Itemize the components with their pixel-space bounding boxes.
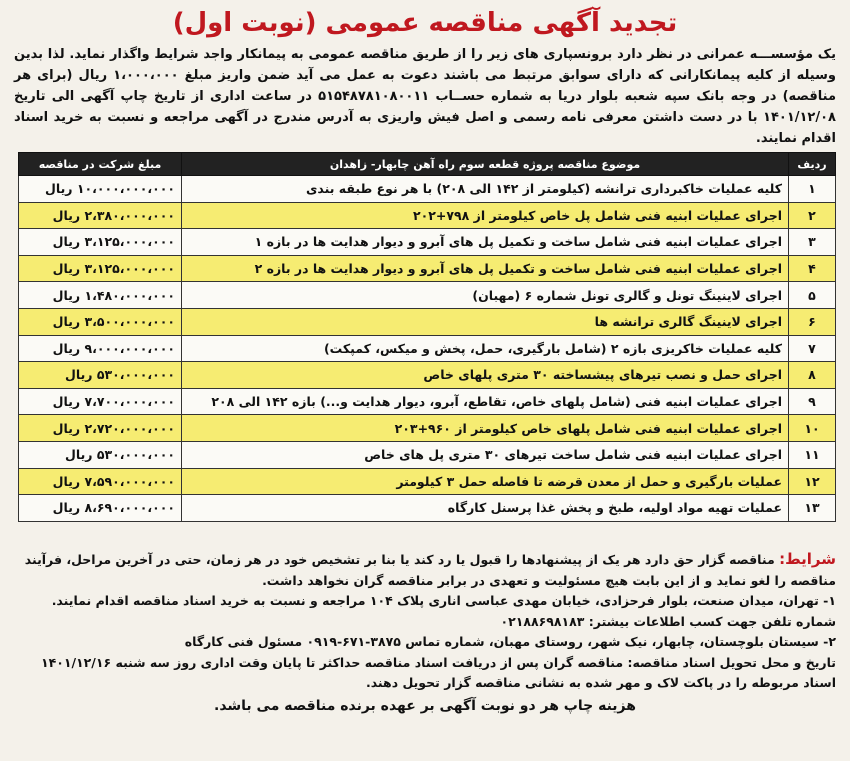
table-body	[19, 176, 836, 522]
header-amount: مبلغ شرکت در مناقصه	[19, 153, 182, 176]
table-row	[19, 255, 836, 282]
row-subject: عملیات تهیه مواد اولیه، طبخ و پخش غذا پرسنل کارگاه	[182, 495, 789, 522]
row-amount: ۷،۷۰۰،۰۰۰،۰۰۰ ریال	[19, 388, 182, 415]
row-subject: اجرای عملیات ابنیه فنی شامل پلهای خاص کیلومتر از ۹۶۰+۲۰۳	[182, 415, 789, 442]
row-amount: ۷،۵۹۰،۰۰۰،۰۰۰ ریال	[19, 468, 182, 495]
row-amount: ۸،۶۹۰،۰۰۰،۰۰۰ ریال	[19, 495, 182, 522]
table-row	[19, 308, 836, 335]
row-number: ۳	[789, 229, 836, 256]
row-subject: اجرای حمل و نصب تیرهای پیشساخته ۳۰ متری پلهای خاص	[182, 362, 789, 389]
row-subject: اجرای عملیات ابنیه فنی شامل ساخت تیرهای ۳۰ متری پل های خاص	[182, 441, 789, 468]
header-subject: موضوع مناقصه پروژه قطعه سوم راه آهن چابهار- زاهدان	[182, 153, 789, 176]
row-amount: ۳،۱۲۵،۰۰۰،۰۰۰ ریال	[19, 229, 182, 256]
row-amount: ۱۰،۰۰۰،۰۰۰،۰۰۰ ریال	[19, 176, 182, 203]
row-amount: ۵۳۰،۰۰۰،۰۰۰ ریال	[19, 441, 182, 468]
table-row	[19, 388, 836, 415]
row-subject: اجرای لاینینگ گالری ترانشه ها	[182, 308, 789, 335]
row-subject: کلیه عملیات خاکبرداری ترانشه (کیلومتر از ۱۴۲ الی ۲۰۸) با هر نوع طبقه بندی	[182, 176, 789, 203]
terms-paragraph-4: تاریخ و محل تحویل اسناد مناقصه: مناقصه گران پس از دریافت اسناد مناقصه حداکثر تا پایان وقت اداری روز سه شنبه ۱۴۰۱/۱۲/۱۶ اسناد مربوطه را در پاکت لاک و مهر شده به نشانی مناقصه گزار تحویل دهند.	[40, 654, 836, 690]
row-amount: ۲،۳۸۰،۰۰۰،۰۰۰ ریال	[19, 202, 182, 229]
terms-paragraph-1	[14, 549, 836, 591]
row-amount: ۲،۷۲۰،۰۰۰،۰۰۰ ریال	[19, 415, 182, 442]
row-amount: ۹،۰۰۰،۰۰۰،۰۰۰ ریال	[19, 335, 182, 362]
row-subject: اجرای عملیات ابنیه فنی شامل پل خاص کیلومتر از ۷۹۸+۲۰۲	[182, 202, 789, 229]
notice-title: تجدید آگهی مناقصه عمومی (نوبت اول)	[172, 8, 678, 38]
table-row	[19, 441, 836, 468]
tender-table	[18, 152, 836, 522]
row-number: ۱۳	[789, 495, 836, 522]
table-header-row	[19, 153, 836, 176]
row-subject: اجرای عملیات ابنیه فنی شامل ساخت و تکمیل پل های آبرو و دیوار هدایت ها در بازه ۲	[182, 255, 789, 282]
terms-paragraph-3: ۲- سیستان بلوچستان، چابهار، نیک شهر، روستای مهبان، شماره تماس ۳۸۷۵-۶۷۱-۰۹۱۹ مسئول فنی کارگاه	[184, 634, 836, 649]
terms-paragraph-2: ۱- تهران، میدان صنعت، بلوار فرحزادی، خیابان مهدی عباسی اناری پلاک ۱۰۴ مراجعه و نسبت به خرید اسناد مناقصه اقدام نمایند. شماره تلفن جهت کسب اطلاعات بیشتر: ۰۲۱۸۸۶۹۸۱۸۳	[51, 593, 836, 629]
table-row	[19, 229, 836, 256]
row-subject: عملیات بارگیری و حمل از معدن قرضه تا فاصله حمل ۳ کیلومتر	[182, 468, 789, 495]
row-amount: ۱،۴۸۰،۰۰۰،۰۰۰ ریال	[19, 282, 182, 309]
row-subject: اجرای عملیات ابنیه فنی (شامل پلهای خاص، تقاطع، آبرو، دیوار هدایت و...) بازه ۱۴۲ الی ۲۰۸	[182, 388, 789, 415]
terms-text-1: مناقصه گزار حق دارد هر یک از پیشنهادها را قبول یا رد کند یا بنا بر تشخیص خود در هر زمان، حتی در آخرین مراحل، فرآیند مناقصه را لغو نماید و از این بابت هیچ مسئولیت و تعهدی در برابر مناقصه گران نخواهد داشت.	[24, 552, 836, 588]
terms-lead: شرایط:	[779, 550, 836, 568]
table-row	[19, 362, 836, 389]
tender-notice	[8, 4, 842, 757]
row-number: ۱۰	[789, 415, 836, 442]
table-row	[19, 282, 836, 309]
row-number: ۱	[789, 176, 836, 203]
row-subject: اجرای لاینینگ تونل و گالری تونل شماره ۶ (مهبان)	[182, 282, 789, 309]
row-number: ۷	[789, 335, 836, 362]
row-number: ۱۱	[789, 441, 836, 468]
row-number: ۲	[789, 202, 836, 229]
row-number: ۴	[789, 255, 836, 282]
header-row-number: ردیف	[789, 153, 836, 176]
row-amount: ۳،۵۰۰،۰۰۰،۰۰۰ ریال	[19, 308, 182, 335]
table-row	[19, 176, 836, 203]
terms-final-note: هزینه چاپ هر دو نوبت آگهی بر عهده برنده مناقصه می باشد.	[214, 697, 636, 714]
row-amount: ۳،۱۲۵،۰۰۰،۰۰۰ ریال	[19, 255, 182, 282]
terms-section	[14, 549, 836, 716]
row-subject: کلیه عملیات خاکریزی بازه ۲ (شامل بارگیری، حمل، پخش و میکس، کمپکت)	[182, 335, 789, 362]
row-number: ۵	[789, 282, 836, 309]
row-number: ۹	[789, 388, 836, 415]
table-row	[19, 415, 836, 442]
intro-paragraph: یک مؤسســـه عمرانی در نظر دارد برونسپاری های زیر را از طریق مناقصه عمومی به پیمانکار واجد شرایط واگذار نماید. لذا بدین وسیله از کلیه پیمانکارانی که دارای سوابق مرتبط می باشند دعوت به عمل می آید ضمن واریز مبلغ ۱،۰۰۰،۰۰۰ ریال (برای هر مناقصه) در وجه بانک سپه شعبه بلوار دریا به شماره حســاب ۵۱۵۴۸۷۸۱۰۸۰۰۱۱ در ساعت اداری از تاریخ چاپ آگهی الی تاریخ ۱۴۰۱/۱۲/۰۸ با در دست داشتن معرفی نامه رسمی و اصل فیش واریزی به آدرس مندرج در آگهی مراجعه و نسبت به خرید اسناد اقدام نمایند.	[14, 47, 836, 146]
row-number: ۶	[789, 308, 836, 335]
table-row	[19, 468, 836, 495]
row-number: ۱۲	[789, 468, 836, 495]
table-row	[19, 335, 836, 362]
row-subject: اجرای عملیات ابنیه فنی شامل ساخت و تکمیل پل های آبرو و دیوار هدایت ها در بازه ۱	[182, 229, 789, 256]
row-number: ۸	[789, 362, 836, 389]
table-row	[19, 495, 836, 522]
table-row	[19, 202, 836, 229]
row-amount: ۵۳۰،۰۰۰،۰۰۰ ریال	[19, 362, 182, 389]
